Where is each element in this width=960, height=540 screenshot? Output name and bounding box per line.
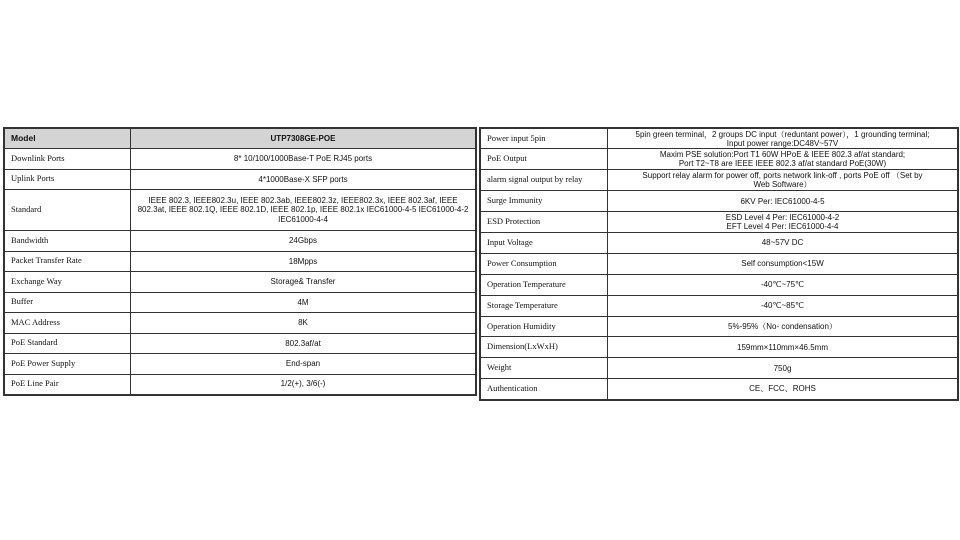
table-row [4,251,476,272]
row-label: Surge Immunity [480,191,608,212]
row-value [608,149,959,170]
table-row [4,374,476,395]
table-header-row [4,128,476,149]
row-value [608,337,959,358]
table-row [480,212,958,233]
table-row [480,191,958,212]
row-value [608,253,959,274]
table-row [480,253,958,274]
row-value [608,212,959,233]
value-line: 750g [773,363,792,373]
table-row [4,313,476,334]
row-value: Storage& Transfer [131,272,477,293]
row-label: PoE Output [480,149,608,170]
table-row [4,169,476,190]
table-row [480,358,958,379]
row-value: 8K [131,313,477,334]
table-row [4,149,476,170]
row-label: PoE Power Supply [4,354,131,375]
value-line: Port T2~T8 are IEEE IEEE 802.3 af/at standard PoE(30W) [678,159,887,169]
value-line: Support relay alarm for power off, ports network link-off , ports PoE off （Set by [642,171,923,181]
row-value [608,358,959,379]
value-line: 48~57V DC [761,238,804,248]
value-line: Input power range:DC48V~57V [726,138,839,148]
row-label: alarm signal output by relay [480,170,608,191]
row-label: Bandwidth [4,231,131,252]
table-row [4,190,476,231]
value-line: Maxim PSE solution:Port T1 60W HPoE & IEEE 802.3 af/at standard; [659,150,906,160]
row-label: Downlink Ports [4,149,131,170]
row-label: Power Consumption [480,253,608,274]
row-label: Uplink Ports [4,169,131,190]
spec-table-right [479,127,959,401]
row-value: 802.3af/at [131,333,477,354]
table-row [480,379,958,400]
row-value [608,170,959,191]
row-label: Input Voltage [480,232,608,253]
row-label: Weight [480,358,608,379]
table-row [480,170,958,191]
header-label: Model [4,128,131,149]
row-label: PoE Line Pair [4,374,131,395]
value-line: 5%-95%（No- condensation） [728,321,837,331]
row-value: IEEE 802.3, IEEE802.3u, IEEE 802.3ab, IEEE802.3z, IEEE802.3x, IEEE 802.3af, IEEE 802.3at, IEEE 802.1Q, IEEE 802.1D, IEEE 802.1p, IEEE 802.1x IEC61000-4-5 IEC61000-4-2 IEC61000-4-4 [131,190,477,231]
row-label: ESD Protection [480,212,608,233]
row-label: Operation Temperature [480,274,608,295]
spec-table-left [3,127,477,396]
row-label: Exchange Way [4,272,131,293]
row-value [608,232,959,253]
row-value: 4*1000Base-X SFP ports [131,169,477,190]
row-label: Storage Temperature [480,295,608,316]
table-row [480,295,958,316]
value-line: 6KV Per: IEC61000-4-5 [740,196,825,206]
row-label: MAC Address [4,313,131,334]
row-value [608,379,959,400]
value-line: EFT Level 4 Per: IEC61000-4-4 [726,222,839,231]
table-row [480,316,958,337]
value-line: 159mm×110mm×46.5mm [737,342,828,352]
row-label: Authentication [480,379,608,400]
row-value [608,191,959,212]
row-label: Standard [4,190,131,231]
table-row [480,232,958,253]
row-label: Power input 5pin [480,128,608,149]
table-row [4,354,476,375]
table-row [4,292,476,313]
value-line: -40℃~85℃ [760,300,805,310]
row-label: Dimension(LxWxH) [480,337,608,358]
row-label: PoE Standard [4,333,131,354]
header-model: UTP7308GE-POE [131,128,477,149]
row-value: 18Mpps [131,251,477,272]
value-line: Web Software） [753,180,812,190]
value-line: -40℃~75℃ [760,280,805,290]
row-value: 4M [131,292,477,313]
row-value: 8* 10/100/1000Base-T PoE RJ45 ports [131,149,477,170]
table-row [480,337,958,358]
table-row [4,333,476,354]
row-value [608,128,959,149]
table-row [480,128,958,149]
table-row [4,231,476,252]
row-value: 24Gbps [131,231,477,252]
row-value [608,316,959,337]
row-label: Packet Transfer Rate [4,251,131,272]
row-value [608,295,959,316]
value-line: Self consumption<15W [741,259,824,269]
value-line: 5pin green terminal，2 groups DC input（reduntant power），1 grounding terminal; [635,129,930,139]
table-row [480,274,958,295]
table-row [4,272,476,293]
value-line: CE、FCC、ROHS [749,384,816,394]
value-line: ESD Level 4 Per: IEC61000-4-2 [725,212,840,222]
table-row [480,149,958,170]
row-value [608,274,959,295]
row-label: Buffer [4,292,131,313]
row-value: End-span [131,354,477,375]
row-value: 1/2(+), 3/6(-) [131,374,477,395]
row-label: Operation Humidity [480,316,608,337]
